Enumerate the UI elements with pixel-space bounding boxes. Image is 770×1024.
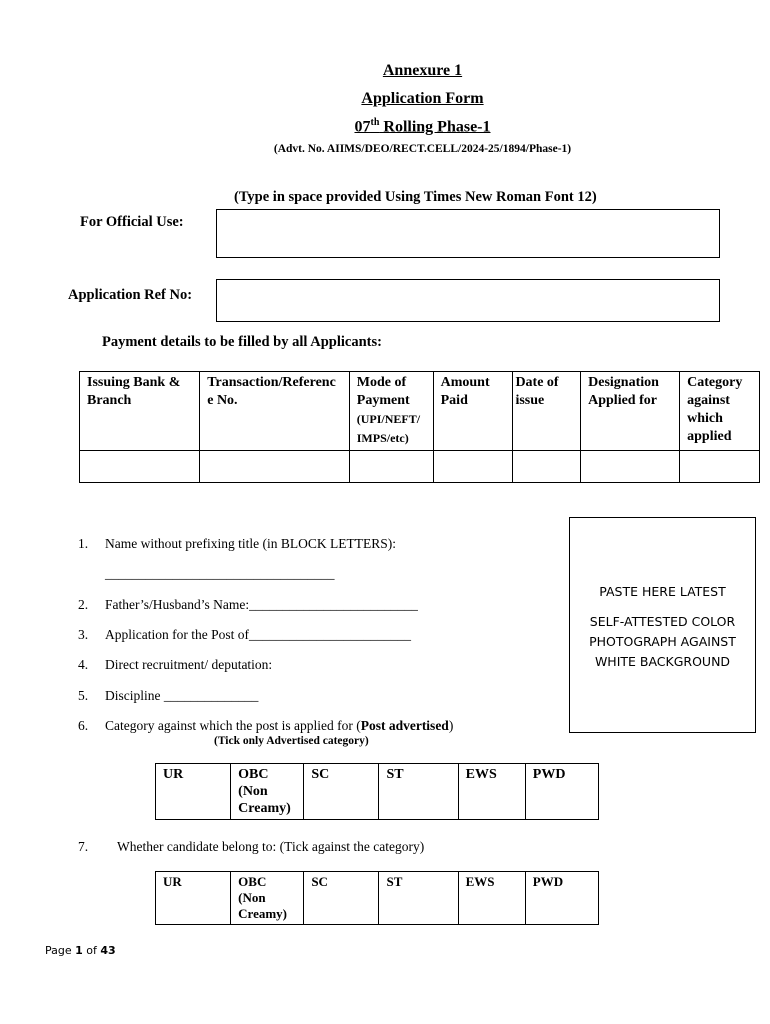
photo-instruction-1: PASTE HERE LATEST (599, 584, 726, 599)
advt-number: (Advt. No. AIIMS/DEO/RECT.CELL/2024-25/1894/Phase-1) (273, 143, 572, 155)
item-5-number: 5. (78, 688, 89, 703)
category-sc[interactable]: SC (304, 872, 379, 925)
category-table-candidate (155, 871, 599, 925)
item-4-number: 4. (78, 657, 89, 672)
official-use-box (216, 209, 720, 258)
payment-header-row (80, 372, 760, 451)
payment-table (79, 371, 760, 483)
header-bank: Issuing Bank & Branch (80, 372, 200, 451)
category-table-advertised (155, 763, 599, 820)
category-pwd[interactable]: PWD (525, 872, 598, 925)
header-transaction: Transaction/Referenc e No. (200, 372, 350, 451)
item-7-number: 7. (78, 839, 89, 854)
photo-instruction-4: WHITE BACKGROUND (594, 654, 731, 669)
photo-box[interactable] (569, 517, 756, 733)
category-obc[interactable]: OBC (Non Creamy) (231, 872, 304, 925)
page-number: Page 1 of 43 (45, 944, 116, 957)
item-2-number: 2. (78, 597, 89, 612)
input-designation[interactable] (581, 451, 680, 483)
item-1-text: Name without prefixing title (in BLOCK LETTERS): (105, 536, 396, 551)
category-pwd[interactable]: PWD (525, 764, 598, 820)
payment-heading: Payment details to be filled by all Applicants: (102, 334, 382, 350)
form-title: Application Form (361, 90, 484, 107)
input-date[interactable] (513, 451, 581, 483)
category-sc[interactable]: SC (304, 764, 379, 820)
item-7-text: Whether candidate belong to: (Tick against the category) (117, 839, 425, 854)
photo-instruction-3: PHOTOGRAPH AGAINST (589, 634, 736, 649)
item-1-number: 1. (78, 536, 89, 551)
category-ur[interactable]: UR (156, 764, 231, 820)
item-3-number: 3. (78, 627, 89, 642)
category-ews[interactable]: EWS (458, 872, 525, 925)
category-st[interactable]: ST (379, 764, 458, 820)
input-mode[interactable] (349, 451, 433, 483)
category-ews[interactable]: EWS (458, 764, 525, 820)
input-bank[interactable] (80, 451, 200, 483)
payment-input-row (80, 451, 760, 483)
input-amount[interactable] (433, 451, 513, 483)
photo-instruction-2: SELF-ATTESTED COLOR (589, 614, 736, 629)
name-blank-line[interactable]: __________________________________ (105, 566, 335, 581)
item-4-text[interactable]: Direct recruitment/ deputation: (105, 657, 273, 672)
item-6-text: Category against which the post is applied for (Post advertised) (105, 718, 454, 733)
item-5-text[interactable]: Discipline ______________ (105, 688, 259, 703)
item-6-number: 6. (78, 718, 89, 733)
category-ur[interactable]: UR (156, 872, 231, 925)
official-use-label: For Official Use: (80, 214, 184, 230)
category-st[interactable]: ST (379, 872, 458, 925)
app-ref-input[interactable] (216, 279, 720, 322)
category-obc[interactable]: OBC (Non Creamy) (231, 764, 304, 820)
header-mode: Mode of Payment (UPI/NEFT/ IMPS/etc) (349, 372, 433, 451)
input-category[interactable] (680, 451, 760, 483)
phase-title: 07th Rolling Phase-1 (354, 117, 491, 136)
item-2-text[interactable]: Father’s/Husband’s Name:_________________________ (105, 597, 418, 612)
header-designation: Designation Applied for (581, 372, 680, 451)
header-date: Date of issue (513, 372, 581, 451)
header-category: Category against which applied (680, 372, 760, 451)
app-ref-label: Application Ref No: (68, 287, 193, 303)
item-6-subtext: (Tick only Advertised category) (214, 735, 369, 747)
item-3-text[interactable]: Application for the Post of________________________ (105, 627, 411, 642)
font-instruction: (Type in space provided Using Times New Roman Font 12) (234, 189, 597, 205)
annexure-title: Annexure 1 (382, 62, 463, 79)
input-transaction[interactable] (200, 451, 350, 483)
header-amount: Amount Paid (433, 372, 513, 451)
